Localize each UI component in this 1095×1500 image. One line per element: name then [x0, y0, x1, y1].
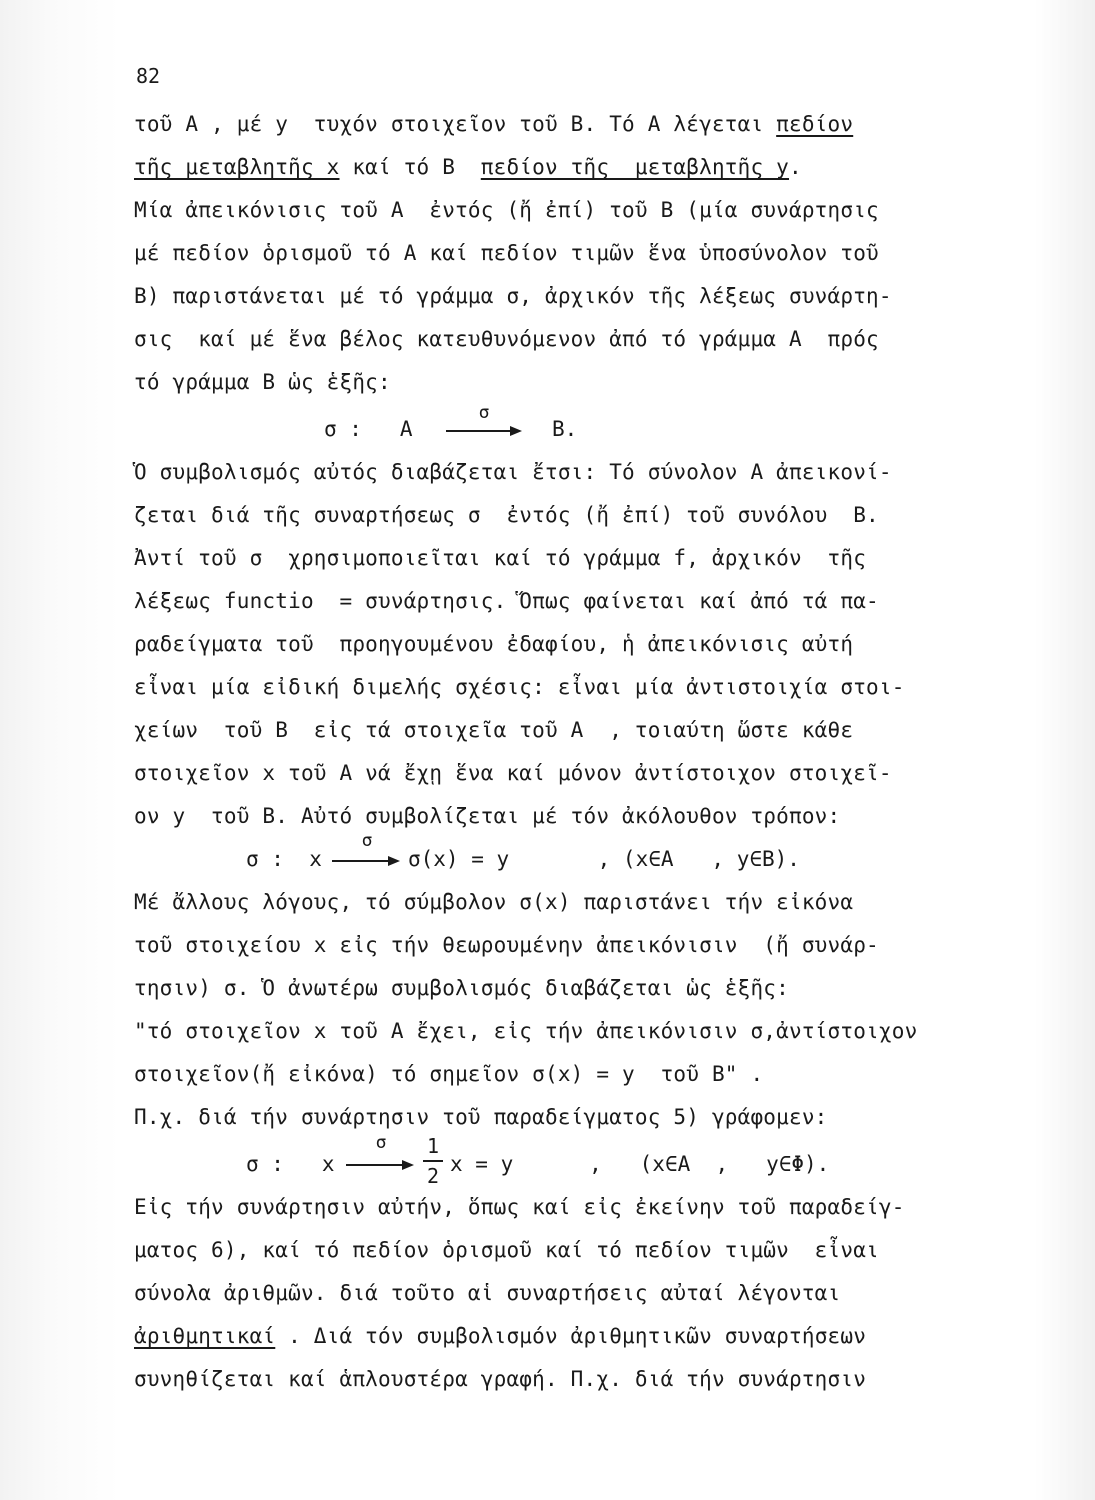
fraction-denominator: 2: [426, 1164, 440, 1188]
term-pedion: πεδίον: [776, 112, 854, 136]
formula-1-arrow: [446, 402, 522, 442]
text-line-2: [134, 155, 802, 179]
text-line-10: ζεται διά τῆς συναρτήσεως σ ἐντός (ἤ ἐπί) τοῦ συνόλου Β.: [134, 503, 879, 527]
text-line-14: εἶναι μία εἰδική διμελής σχέσις: εἶναι μία ἀντιστοιχία στοι-: [134, 675, 905, 699]
formula-1-right: Β.: [552, 417, 578, 441]
text-line-29-rest: . Διά τόν συμβολισμόν ἀριθμητικῶν συναρτήσεων: [275, 1324, 867, 1348]
arrow-head-icon: [402, 1160, 414, 1170]
formula-3-left: σ : x: [246, 1152, 335, 1176]
text-line-28: σύνολα ἀριθμῶν. διά τοῦτο αἱ συναρτήσεις αὐταί λέγονται: [134, 1281, 841, 1305]
text-line-30: συνηθίζεται καί ἁπλουστέρα γραφή. Π.χ. διά τήν συνάρτησιν: [134, 1367, 867, 1391]
formula-2-right: σ(x) = y , (x∈Α , y∈Β).: [408, 847, 800, 871]
formula-2-arrow: [332, 830, 402, 870]
text-line-2-mid: καί τό Β: [339, 155, 481, 179]
text-line-4: μέ πεδίον ὁρισμοῦ τό Α καί πεδίον τιμῶν ἕνα ὑποσύνολον τοῦ: [134, 241, 879, 265]
term-arithmetic: ἀριθμητικαί: [134, 1324, 276, 1348]
text-line-12: λέξεως functio = συνάρτησις. Ὅπως φαίνεται καί ἀπό τά πα-: [134, 589, 879, 613]
term-domain-variable-x: τῆς μεταβλητῆς x: [134, 155, 340, 179]
text-line-7: τό γράμμα Β ὡς ἑξῆς:: [134, 370, 391, 394]
arrow-line: [332, 860, 390, 862]
text-line-9: Ὁ συμβολισμός αὐτός διαβάζεται ἔτσι: Τό σύνολον Α ἀπεικονί-: [134, 460, 892, 484]
text-line-24: Π.χ. διά τήν συνάρτησιν τοῦ παραδείγματος 5) γράφομεν:: [134, 1105, 828, 1129]
text-line-15: χείων τοῦ Β εἰς τά στοιχεῖα τοῦ Α , τοιαύτη ὥστε κάθε: [134, 718, 854, 742]
arrow-line: [446, 430, 512, 432]
text-line-3: Μία ἀπεικόνισις τοῦ Α ἐντός (ἤ ἐπί) τοῦ Β (μία συνάρτησις: [134, 198, 879, 222]
text-line-11: Ἀντί τοῦ σ χρησιμοποιεῖται καί τό γράμμα f, ἀρχικόν τῆς: [134, 546, 867, 570]
formula-1-arrow-label: σ: [478, 402, 490, 423]
formula-1-left: σ : Α: [324, 417, 413, 441]
formula-3-right: x = y , (x∈Α , y∈Φ).: [450, 1152, 830, 1176]
text-line-13: ραδείγματα τοῦ προηγουμένου ἐδαφίου, ἡ ἀπεικόνισις αὐτή: [134, 632, 854, 656]
page-number: 82: [136, 64, 161, 88]
formula-2-arrow-label: σ: [361, 830, 373, 851]
text-line-17: ον y τοῦ Β. Αὐτό συμβολίζεται μέ τόν ἀκόλουθον τρόπον:: [134, 804, 841, 828]
text-line-16: στοιχεῖον x τοῦ Α νά ἔχῃ ἕνα καί μόνον ἀντίστοιχον στοιχεῖ-: [134, 761, 892, 785]
formula-3-arrow-label: σ: [375, 1132, 387, 1153]
fraction-bar: [423, 1160, 443, 1162]
formula-2-left: σ : x: [246, 847, 322, 871]
text-line-5: Β) παριστάνεται μέ τό γράμμα σ, ἀρχικόν τῆς λέξεως συνάρτη-: [134, 284, 892, 308]
text-line-27: ματος 6), καί τό πεδίον ὁρισμοῦ καί τό πεδίον τιμῶν εἶναι: [134, 1238, 879, 1262]
scan-right-shadow: [1035, 0, 1095, 1500]
text-line-1: [134, 112, 853, 136]
term-domain-variable-y: πεδίον τῆς μεταβλητῆς y: [480, 155, 790, 179]
text-line-20: τοῦ στοιχείου x εἰς τήν θεωρουμένην ἀπεικόνισιν (ἤ συνάρ-: [134, 933, 879, 957]
arrow-head-icon: [388, 856, 400, 866]
text-line-2-end: .: [789, 155, 802, 179]
arrow-line: [346, 1164, 404, 1166]
formula-3-arrow: [346, 1132, 416, 1172]
text-line-22: "τό στοιχεῖον x τοῦ Α ἔχει, εἰς τήν ἀπεικόνισιν σ,ἀντίστοιχον: [134, 1019, 918, 1043]
fraction-numerator: 1: [426, 1134, 440, 1158]
arrow-head-icon: [510, 426, 522, 436]
text-line-1-main: τοῦ Α , μέ y τυχόν στοιχεῖον τοῦ Β. Τό Α λέγεται: [134, 112, 777, 136]
scan-page-edge: [0, 0, 120, 1500]
text-line-21: τησιν) σ. Ὁ ἀνωτέρω συμβολισμός διαβάζεται ὡς ἑξῆς:: [134, 976, 789, 1000]
text-line-6: σις καί μέ ἕνα βέλος κατευθυνόμενον ἀπό τό γράμμα Α πρός: [134, 327, 879, 351]
text-line-29: [134, 1324, 866, 1348]
text-line-23: στοιχεῖον(ἤ εἰκόνα) τό σημεῖον σ(x) = y τοῦ Β" .: [134, 1062, 764, 1086]
text-line-19: Μέ ἄλλους λόγους, τό σύμβολον σ(x) παριστάνει τήν εἰκόνα: [134, 890, 854, 914]
text-line-26: Εἰς τήν συνάρτησιν αὐτήν, ὅπως καί εἰς ἐκείνην τοῦ παραδείγ-: [134, 1195, 905, 1219]
